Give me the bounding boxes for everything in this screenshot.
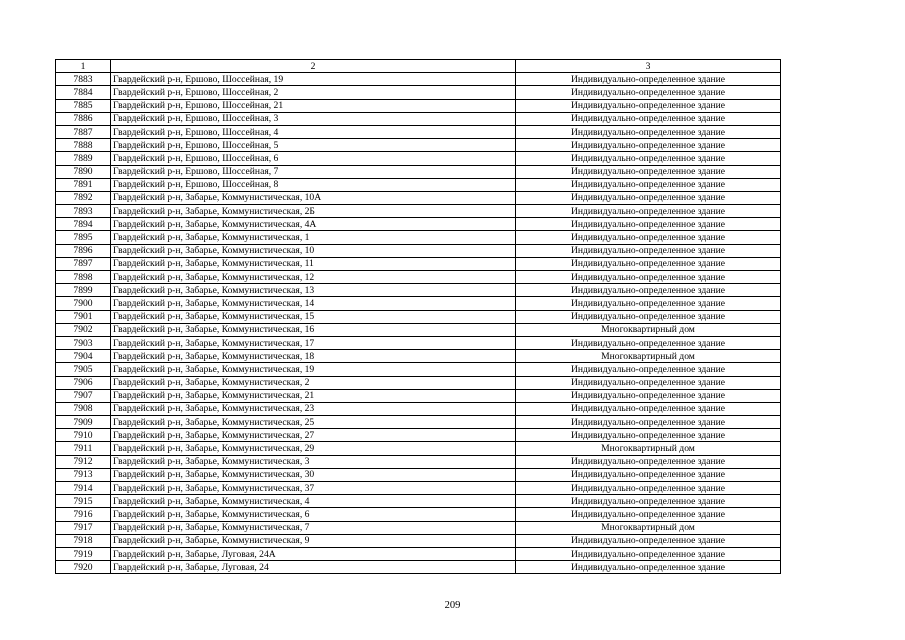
table-row (56, 416, 781, 429)
row-address: Гвардейский р-н, Ершово, Шоссейная, 21 (111, 99, 516, 112)
row-number: 7907 (56, 389, 111, 402)
row-building-type: Индивидуально-определенное здание (516, 534, 781, 547)
row-number: 7897 (56, 257, 111, 270)
table-row (56, 482, 781, 495)
row-building-type: Индивидуально-определенное здание (516, 297, 781, 310)
table-row (56, 323, 781, 336)
table-row (56, 73, 781, 86)
row-number: 7883 (56, 73, 111, 86)
header-col-3: 3 (516, 60, 781, 73)
row-address: Гвардейский р-н, Ершово, Шоссейная, 3 (111, 112, 516, 125)
table-row (56, 125, 781, 138)
row-address: Гвардейский р-н, Забарье, Луговая, 24 (111, 561, 516, 574)
row-building-type: Индивидуально-определенное здание (516, 468, 781, 481)
table-row (56, 310, 781, 323)
table-row (56, 561, 781, 574)
row-number: 7892 (56, 191, 111, 204)
row-address: Гвардейский р-н, Забарье, Коммунистическая, 30 (111, 468, 516, 481)
row-building-type: Индивидуально-определенное здание (516, 165, 781, 178)
table-row (56, 521, 781, 534)
row-building-type: Индивидуально-определенное здание (516, 271, 781, 284)
table-row (56, 429, 781, 442)
row-address: Гвардейский р-н, Ершово, Шоссейная, 8 (111, 178, 516, 191)
row-number: 7900 (56, 297, 111, 310)
row-building-type: Индивидуально-определенное здание (516, 178, 781, 191)
row-number: 7902 (56, 323, 111, 336)
table-row (56, 376, 781, 389)
row-address: Гвардейский р-н, Забарье, Коммунистическая, 3 (111, 455, 516, 468)
table-row (56, 244, 781, 257)
row-address: Гвардейский р-н, Ершово, Шоссейная, 19 (111, 73, 516, 86)
table-row (56, 442, 781, 455)
table-row (56, 468, 781, 481)
row-number: 7905 (56, 363, 111, 376)
row-number: 7914 (56, 482, 111, 495)
row-address: Гвардейский р-н, Ершово, Шоссейная, 7 (111, 165, 516, 178)
table-row (56, 271, 781, 284)
row-address: Гвардейский р-н, Забарье, Коммунистическая, 25 (111, 416, 516, 429)
row-number: 7890 (56, 165, 111, 178)
table-row (56, 389, 781, 402)
row-number: 7884 (56, 86, 111, 99)
row-address: Гвардейский р-н, Забарье, Коммунистическая, 37 (111, 482, 516, 495)
table-row (56, 402, 781, 415)
header-col-2: 2 (111, 60, 516, 73)
row-address: Гвардейский р-н, Забарье, Коммунистическая, 15 (111, 310, 516, 323)
row-number: 7903 (56, 336, 111, 349)
row-address: Гвардейский р-н, Забарье, Коммунистическая, 21 (111, 389, 516, 402)
row-building-type: Индивидуально-определенное здание (516, 231, 781, 244)
row-number: 7915 (56, 495, 111, 508)
row-building-type: Индивидуально-определенное здание (516, 205, 781, 218)
row-address: Гвардейский р-н, Забарье, Коммунистическая, 23 (111, 402, 516, 415)
row-number: 7910 (56, 429, 111, 442)
row-address: Гвардейский р-н, Забарье, Коммунистическая, 27 (111, 429, 516, 442)
row-number: 7904 (56, 350, 111, 363)
table-row (56, 86, 781, 99)
row-number: 7888 (56, 139, 111, 152)
row-address: Гвардейский р-н, Забарье, Коммунистическая, 10 (111, 244, 516, 257)
row-building-type: Индивидуально-определенное здание (516, 73, 781, 86)
row-number: 7895 (56, 231, 111, 244)
row-number: 7920 (56, 561, 111, 574)
row-building-type: Индивидуально-определенное здание (516, 429, 781, 442)
table-row (56, 152, 781, 165)
row-number: 7908 (56, 402, 111, 415)
row-building-type: Индивидуально-определенное здание (516, 376, 781, 389)
table-row (56, 218, 781, 231)
row-address: Гвардейский р-н, Забарье, Коммунистическая, 6 (111, 508, 516, 521)
row-building-type: Многоквартирный дом (516, 323, 781, 336)
row-number: 7893 (56, 205, 111, 218)
row-building-type: Индивидуально-определенное здание (516, 139, 781, 152)
row-number: 7896 (56, 244, 111, 257)
row-address: Гвардейский р-н, Забарье, Коммунистическая, 2 (111, 376, 516, 389)
table-row (56, 284, 781, 297)
row-number: 7918 (56, 534, 111, 547)
table-row (56, 508, 781, 521)
table-row (56, 231, 781, 244)
row-building-type: Индивидуально-определенное здание (516, 284, 781, 297)
row-address: Гвардейский р-н, Забарье, Коммунистическая, 7 (111, 521, 516, 534)
table-row (56, 99, 781, 112)
row-address: Гвардейский р-н, Забарье, Коммунистическая, 13 (111, 284, 516, 297)
row-building-type: Индивидуально-определенное здание (516, 482, 781, 495)
row-building-type: Индивидуально-определенное здание (516, 191, 781, 204)
row-address: Гвардейский р-н, Ершово, Шоссейная, 4 (111, 125, 516, 138)
table-row (56, 350, 781, 363)
row-building-type: Индивидуально-определенное здание (516, 402, 781, 415)
row-number: 7887 (56, 125, 111, 138)
table-row (56, 547, 781, 560)
row-building-type: Индивидуально-определенное здание (516, 152, 781, 165)
row-number: 7894 (56, 218, 111, 231)
row-building-type: Многоквартирный дом (516, 442, 781, 455)
row-number: 7916 (56, 508, 111, 521)
row-building-type: Индивидуально-определенное здание (516, 336, 781, 349)
row-address: Гвардейский р-н, Ершово, Шоссейная, 2 (111, 86, 516, 99)
row-number: 7912 (56, 455, 111, 468)
table-row (56, 257, 781, 270)
table-row (56, 165, 781, 178)
row-address: Гвардейский р-н, Забарье, Коммунистическая, 10А (111, 191, 516, 204)
registry-body (56, 60, 781, 574)
row-number: 7917 (56, 521, 111, 534)
row-number: 7911 (56, 442, 111, 455)
row-building-type: Индивидуально-определенное здание (516, 257, 781, 270)
table-row (56, 191, 781, 204)
row-address: Гвардейский р-н, Ершово, Шоссейная, 5 (111, 139, 516, 152)
row-number: 7899 (56, 284, 111, 297)
row-address: Гвардейский р-н, Забарье, Коммунистическая, 17 (111, 336, 516, 349)
row-building-type: Индивидуально-определенное здание (516, 310, 781, 323)
table-row (56, 178, 781, 191)
table-row (56, 534, 781, 547)
row-number: 7913 (56, 468, 111, 481)
row-address: Гвардейский р-н, Забарье, Коммунистическая, 9 (111, 534, 516, 547)
row-building-type: Индивидуально-определенное здание (516, 495, 781, 508)
row-building-type: Индивидуально-определенное здание (516, 455, 781, 468)
row-number: 7891 (56, 178, 111, 191)
row-address: Гвардейский р-н, Забарье, Коммунистическая, 18 (111, 350, 516, 363)
row-building-type: Индивидуально-определенное здание (516, 112, 781, 125)
row-address: Гвардейский р-н, Забарье, Коммунистическая, 2Б (111, 205, 516, 218)
header-col-1: 1 (56, 60, 111, 73)
row-building-type: Индивидуально-определенное здание (516, 218, 781, 231)
row-address: Гвардейский р-н, Забарье, Коммунистическая, 12 (111, 271, 516, 284)
row-address: Гвардейский р-н, Забарье, Коммунистическая, 29 (111, 442, 516, 455)
row-building-type: Многоквартирный дом (516, 521, 781, 534)
row-building-type: Индивидуально-определенное здание (516, 99, 781, 112)
registry-table (55, 59, 781, 574)
row-address: Гвардейский р-н, Забарье, Коммунистическая, 16 (111, 323, 516, 336)
row-building-type: Индивидуально-определенное здание (516, 363, 781, 376)
table-row (56, 297, 781, 310)
table-row (56, 363, 781, 376)
row-address: Гвардейский р-н, Забарье, Коммунистическая, 11 (111, 257, 516, 270)
row-address: Гвардейский р-н, Забарье, Луговая, 24А (111, 547, 516, 560)
row-number: 7909 (56, 416, 111, 429)
row-building-type: Индивидуально-определенное здание (516, 561, 781, 574)
table-row (56, 455, 781, 468)
row-address: Гвардейский р-н, Забарье, Коммунистическая, 1 (111, 231, 516, 244)
row-address: Гвардейский р-н, Забарье, Коммунистическая, 14 (111, 297, 516, 310)
row-number: 7919 (56, 547, 111, 560)
table-row (56, 495, 781, 508)
row-number: 7889 (56, 152, 111, 165)
page-number: 209 (444, 600, 461, 611)
row-address: Гвардейский р-н, Забарье, Коммунистическая, 4А (111, 218, 516, 231)
table-row (56, 139, 781, 152)
table-row (56, 112, 781, 125)
row-building-type: Индивидуально-определенное здание (516, 389, 781, 402)
row-building-type: Индивидуально-определенное здание (516, 125, 781, 138)
row-building-type: Индивидуально-определенное здание (516, 547, 781, 560)
table-row (56, 205, 781, 218)
row-number: 7901 (56, 310, 111, 323)
row-building-type: Индивидуально-определенное здание (516, 508, 781, 521)
row-building-type: Индивидуально-определенное здание (516, 86, 781, 99)
header-row (56, 60, 781, 73)
row-number: 7898 (56, 271, 111, 284)
row-address: Гвардейский р-н, Забарье, Коммунистическая, 19 (111, 363, 516, 376)
row-building-type: Многоквартирный дом (516, 350, 781, 363)
row-building-type: Индивидуально-определенное здание (516, 416, 781, 429)
row-address: Гвардейский р-н, Ершово, Шоссейная, 6 (111, 152, 516, 165)
row-address: Гвардейский р-н, Забарье, Коммунистическая, 4 (111, 495, 516, 508)
row-number: 7885 (56, 99, 111, 112)
row-number: 7906 (56, 376, 111, 389)
row-number: 7886 (56, 112, 111, 125)
row-building-type: Индивидуально-определенное здание (516, 244, 781, 257)
table-row (56, 336, 781, 349)
